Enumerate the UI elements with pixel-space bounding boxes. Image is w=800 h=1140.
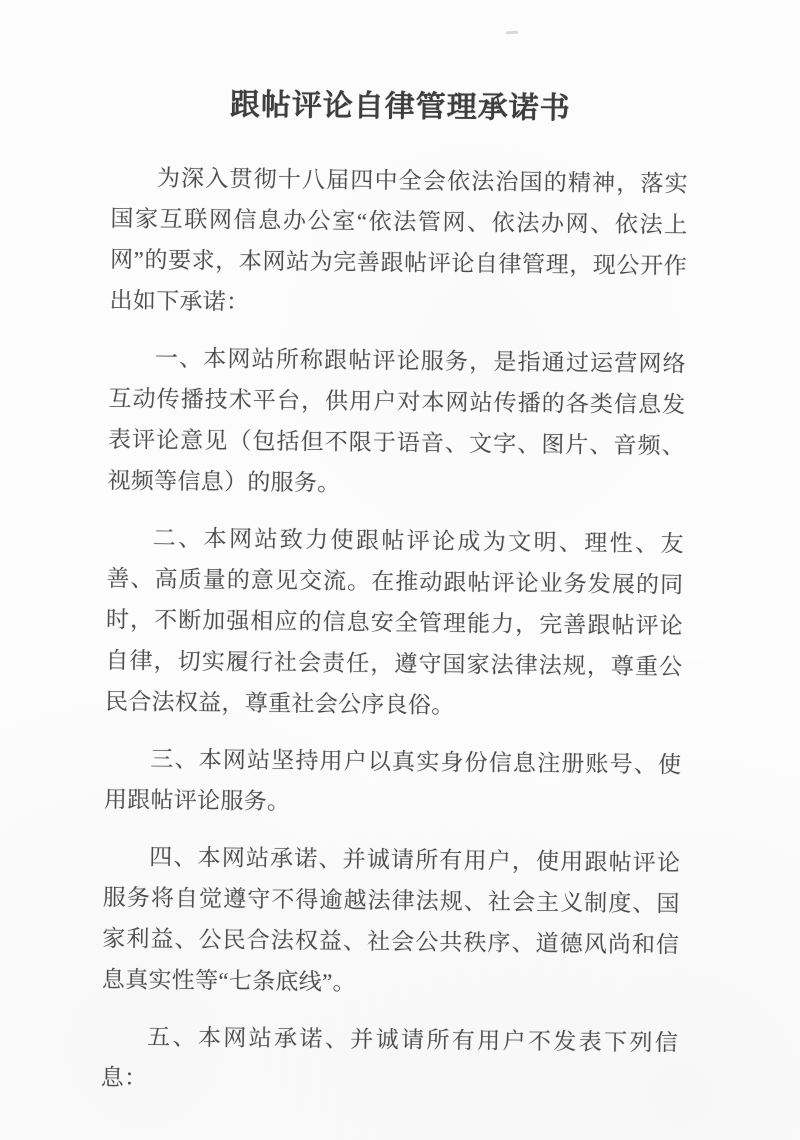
document-title: 跟帖评论自律管理承诺书 (229, 88, 571, 126)
paragraph-item-4: 四、本网站承诺、并诚请所有用户，使用跟帖评论服务将自觉遵守不得逾越法律法规、社会主义制度、国家利益、公民合法权益、社会公共秩序、道德风尚和信息真实性等“七条底线”。 (101, 844, 681, 995)
paragraph-item-3: 三、本网站坚持用户以真实身份信息注册账号、使用跟帖评论服务。 (103, 746, 682, 815)
document-content (101, 0, 690, 1105)
paragraph-item-1: 一、本网站所称跟帖评论服务，是指通过运营网络互动传播技术平台，供用户对本网站传播的各类信息发表评论意见（包括但不限于语音、文字、图片、音频、视频等信息）的服务。 (107, 345, 687, 496)
paragraph-intro: 为深入贯彻十八届四中全会依法治国的精神，落实国家互联网信息办公室“依法管网、依法办网、依法上网”的要求，本网站为完善跟帖评论自律管理，现公开作出如下承诺： (109, 165, 689, 315)
paragraph-item-2: 二、本网站致力使跟帖评论成为文明、理性、友善、高质量的意见交流。在推动跟帖评论业务发展的同时，不断加强相应的信息安全管理能力，完善跟帖评论自律，切实履行社会责任，遵守国家法律法规，尊重公民合法权益，尊重社会公序良俗。 (104, 525, 684, 718)
paragraph-item-5: 五、本网站承诺、并诚请所有用户不发表下列信息： (100, 1024, 679, 1091)
